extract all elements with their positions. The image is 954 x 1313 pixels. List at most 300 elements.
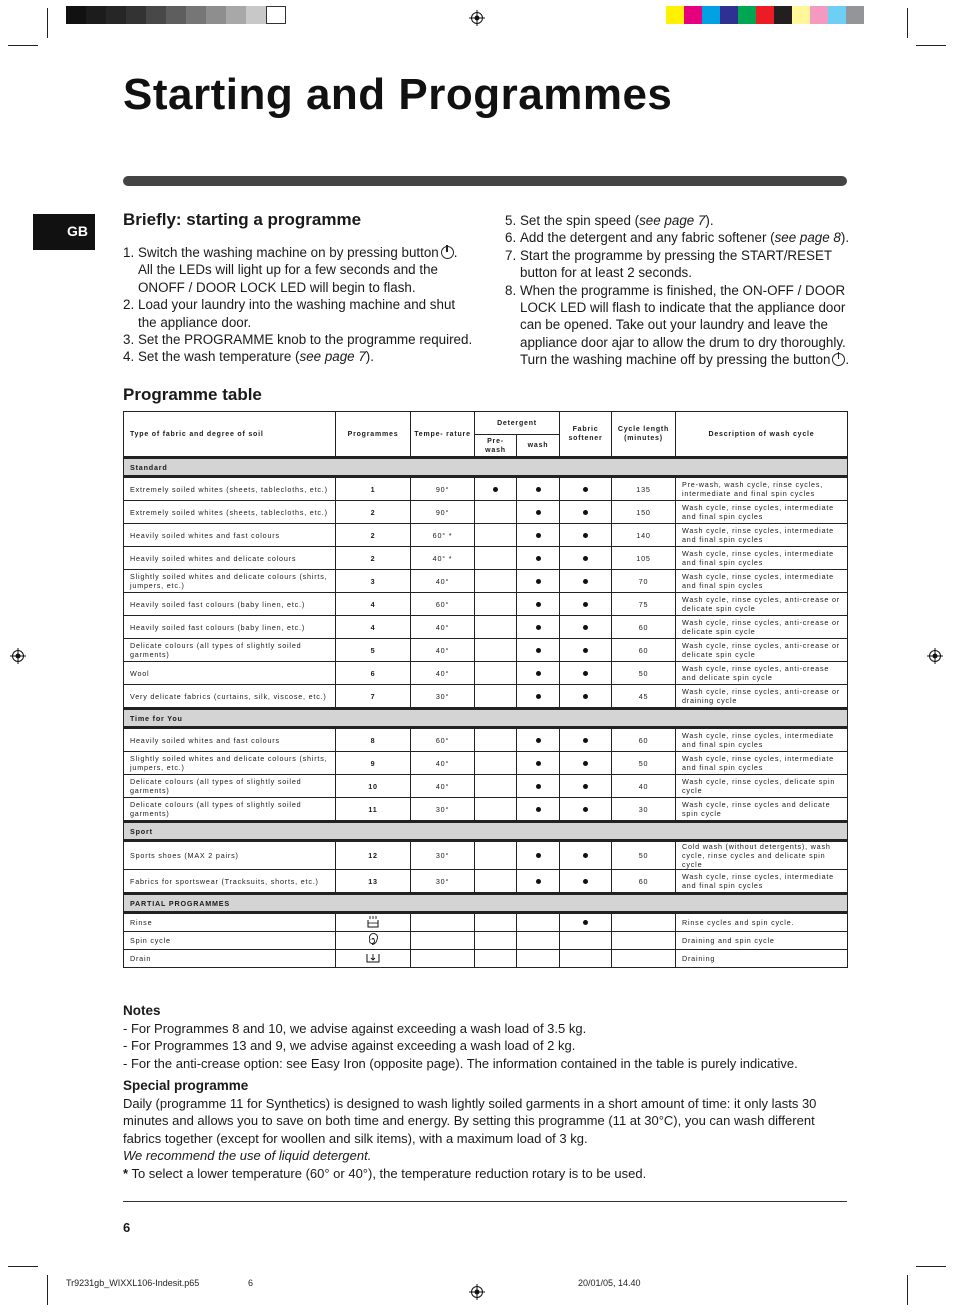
programme-number-cell: 10 (336, 775, 411, 798)
registration-mark-icon (469, 10, 485, 26)
fabric-cell: Slightly soiled whites and delicate colours (shirts, jumpers, etc.) (124, 570, 336, 593)
fabric-cell: Heavily soiled fast colours (baby linen, etc.) (124, 593, 336, 616)
indicator-cell (475, 616, 517, 639)
drain-icon (366, 957, 380, 966)
programme-number-cell: 4 (336, 616, 411, 639)
col-header-programmes: Programmes (336, 412, 411, 458)
indicator-cell (560, 950, 612, 968)
programme-number-cell: 8 (336, 728, 411, 752)
cycle-length-cell: 50 (612, 662, 676, 685)
temperature-cell: 30° (411, 870, 475, 894)
fabric-cell: Fabrics for sportswear (Tracksuits, shorts, etc.) (124, 870, 336, 894)
crop-mark (8, 45, 38, 46)
note-item: - For Programmes 8 and 10, we advise against exceeding a wash load of 3.5 kg. (123, 1020, 587, 1036)
programme-icon-cell (336, 932, 411, 950)
note-item: - For the anti-crease option: see Easy Iron (opposite page). The information contained in the table is purely indicative. (123, 1055, 798, 1071)
fabric-cell: Spin cycle (124, 932, 336, 950)
cycle-length-cell: 50 (612, 752, 676, 775)
temperature-cell: 40° (411, 639, 475, 662)
description-cell: Wash cycle, rinse cycles, intermediate and final spin cycles (676, 524, 848, 547)
bullet-dot-icon (583, 556, 588, 561)
slug-page: 6 (248, 1278, 254, 1288)
fabric-cell: Drain (124, 950, 336, 968)
bullet-dot-icon (583, 625, 588, 630)
cycle-length-cell: 75 (612, 593, 676, 616)
steps-list-right (505, 212, 850, 369)
table-row (124, 501, 848, 524)
step-text (520, 282, 850, 369)
fabric-cell: Sports shoes (MAX 2 pairs) (124, 841, 336, 870)
page-title: Starting and Programmes (123, 70, 673, 119)
bullet-dot-icon (536, 671, 541, 676)
indicator-cell (517, 524, 560, 547)
indicator-cell (475, 639, 517, 662)
title-divider-bar (123, 176, 847, 186)
indicator-cell (517, 932, 560, 950)
rinse-icon (366, 921, 380, 930)
cycle-length-cell (612, 950, 676, 968)
temperature-cell (411, 913, 475, 932)
temperature-cell (411, 950, 475, 968)
bullet-dot-icon (493, 487, 498, 492)
cycle-length-cell: 60 (612, 728, 676, 752)
programme-number-cell: 1 (336, 477, 411, 501)
special-programme-heading: Special programme (123, 1078, 249, 1093)
fabric-cell: Extremely soiled whites (sheets, tablecloths, etc.) (124, 477, 336, 501)
briefly-right-column (505, 212, 850, 369)
indicator-cell (517, 913, 560, 932)
step-text-main: Add the detergent and any fabric softener ( (520, 230, 775, 246)
indicator-cell (517, 728, 560, 752)
special-programme-block (123, 1077, 847, 1182)
step-number: 7. (505, 247, 517, 263)
indicator-cell (517, 798, 560, 822)
programme-number-cell: 11 (336, 798, 411, 822)
section-title: Sport (124, 822, 848, 841)
step-text-main: Switch the washing machine on by pressing button (138, 245, 439, 260)
description-cell: Rinse cycles and spin cycle. (676, 913, 848, 932)
step-text-main: Start the programme by pressing the START/RESET button for at least 2 seconds. (520, 247, 832, 281)
indicator-cell (475, 870, 517, 894)
indicator-cell (560, 728, 612, 752)
step-page-ref: see page 7 (639, 213, 706, 228)
bullet-dot-icon (536, 533, 541, 538)
indicator-cell (517, 547, 560, 570)
section-title: PARTIAL PROGRAMMES (124, 894, 848, 913)
bullet-dot-icon (583, 510, 588, 515)
registration-mark-icon (10, 648, 26, 664)
programme-number-cell: 3 (336, 570, 411, 593)
step-text (138, 348, 374, 365)
indicator-cell (517, 662, 560, 685)
power-button-icon (832, 353, 845, 366)
indicator-cell (475, 950, 517, 968)
step-text-main: Set the PROGRAMME knob to the programme required. (138, 332, 473, 348)
bullet-dot-icon (583, 879, 588, 884)
registration-mark-icon (469, 1284, 485, 1300)
indicator-cell (475, 593, 517, 616)
table-row (124, 524, 848, 547)
cycle-length-cell: 140 (612, 524, 676, 547)
step-page-ref: see page 7 (299, 349, 366, 365)
bullet-dot-icon (583, 807, 588, 812)
bullet-dot-icon (536, 556, 541, 561)
indicator-cell (560, 524, 612, 547)
fabric-cell: Heavily soiled fast colours (baby linen, etc.) (124, 616, 336, 639)
step-item (505, 229, 850, 246)
table-row (124, 932, 848, 950)
indicator-cell (560, 775, 612, 798)
step-item (505, 282, 850, 369)
steps-list-left (123, 244, 473, 366)
section-row (124, 709, 848, 728)
fabric-cell: Wool (124, 662, 336, 685)
table-row (124, 593, 848, 616)
bullet-dot-icon (536, 648, 541, 653)
table-row (124, 685, 848, 709)
briefly-heading: Briefly: starting a programme (123, 210, 362, 229)
col-header-softener: Fabric softener (560, 412, 612, 458)
table-row (124, 798, 848, 822)
cycle-length-cell: 60 (612, 870, 676, 894)
programme-table-body (124, 458, 848, 968)
indicator-cell (560, 870, 612, 894)
programme-number-cell: 2 (336, 547, 411, 570)
footer-divider (123, 1201, 847, 1202)
table-row (124, 870, 848, 894)
asterisk-note-text: To select a lower temperature (60° or 40°), the temperature reduction rotary is to be used. (128, 1165, 647, 1181)
cycle-length-cell: 45 (612, 685, 676, 709)
temperature-cell: 40° (411, 752, 475, 775)
step-text (520, 247, 850, 282)
bullet-dot-icon (536, 510, 541, 515)
temperature-cell: 40° * (411, 547, 475, 570)
temperature-cell: 60° (411, 593, 475, 616)
step-number: 6. (505, 230, 517, 246)
indicator-cell (517, 685, 560, 709)
description-cell: Cold wash (without detergents), wash cycle, rinse cycles and delicate spin cycle (676, 841, 848, 870)
step-item (123, 331, 473, 348)
indicator-cell (560, 798, 612, 822)
cycle-length-cell (612, 913, 676, 932)
bullet-dot-icon (583, 853, 588, 858)
bullet-dot-icon (536, 602, 541, 607)
table-row (124, 913, 848, 932)
step-text-tail: ). (705, 213, 714, 228)
description-cell: Wash cycle, rinse cycles, anti-crease or delicate spin cycle (676, 616, 848, 639)
col-header-fabric: Type of fabric and degree of soil (124, 412, 336, 458)
indicator-cell (517, 477, 560, 501)
fabric-cell: Slightly soiled whites and delicate colours (shirts, jumpers, etc.) (124, 752, 336, 775)
cycle-length-cell: 70 (612, 570, 676, 593)
bullet-dot-icon (536, 761, 541, 766)
bullet-dot-icon (536, 853, 541, 858)
temperature-cell (411, 932, 475, 950)
step-number: 5. (505, 213, 517, 228)
color-calibration-strip (666, 6, 864, 24)
section-row (124, 894, 848, 913)
spin-icon (366, 939, 380, 948)
cycle-length-cell: 135 (612, 477, 676, 501)
fabric-cell: Delicate colours (all types of slightly soiled garments) (124, 798, 336, 822)
step-text (520, 212, 714, 229)
step-text (138, 296, 473, 331)
indicator-cell (517, 593, 560, 616)
cycle-length-cell: 105 (612, 547, 676, 570)
step-number: 4. (123, 349, 135, 365)
crop-mark (916, 45, 946, 46)
crop-mark (916, 1266, 946, 1267)
table-row (124, 841, 848, 870)
temperature-cell: 90° (411, 501, 475, 524)
cycle-length-cell: 150 (612, 501, 676, 524)
indicator-cell (560, 913, 612, 932)
indicator-cell (475, 728, 517, 752)
crop-mark (907, 1275, 908, 1305)
temperature-cell: 40° (411, 616, 475, 639)
indicator-cell (560, 477, 612, 501)
temperature-cell: 30° (411, 798, 475, 822)
col-header-cycle-length: Cycle length (minutes) (612, 412, 676, 458)
indicator-cell (475, 775, 517, 798)
bullet-dot-icon (536, 879, 541, 884)
step-text-main: Load your laundry into the washing machine and shut the appliance door. (138, 297, 456, 330)
programme-number-cell: 2 (336, 501, 411, 524)
bullet-dot-icon (536, 579, 541, 584)
bullet-dot-icon (536, 784, 541, 789)
bullet-dot-icon (536, 694, 541, 699)
description-cell: Wash cycle, rinse cycles, anti-crease or delicate spin cycle (676, 593, 848, 616)
bullet-dot-icon (536, 738, 541, 743)
power-button-icon (441, 246, 454, 259)
temperature-cell: 60° * (411, 524, 475, 547)
indicator-cell (475, 841, 517, 870)
bullet-dot-icon (583, 533, 588, 538)
programme-number-cell: 6 (336, 662, 411, 685)
indicator-cell (560, 932, 612, 950)
indicator-cell (560, 593, 612, 616)
notes-block (123, 1002, 847, 1072)
crop-mark (907, 8, 908, 38)
indicator-cell (560, 570, 612, 593)
bullet-dot-icon (536, 487, 541, 492)
bullet-dot-icon (583, 602, 588, 607)
slug-date: 20/01/05, 14.40 (578, 1278, 641, 1288)
indicator-cell (475, 477, 517, 501)
indicator-cell (560, 616, 612, 639)
step-text-main: When the programme is finished, the ON-OFF / DOOR LOCK LED will flash to indicate that the appliance door can be opened. Take out your laundry and leave the appliance door ajar to allow the drum to dry thoroughly. Turn the washing machine off by pressing the button (520, 282, 846, 368)
cycle-length-cell: 60 (612, 616, 676, 639)
fabric-cell: Extremely soiled whites (sheets, tablecloths, etc.) (124, 501, 336, 524)
description-cell: Pre-wash, wash cycle, rinse cycles, intermediate and final spin cycles (676, 477, 848, 501)
indicator-cell (475, 662, 517, 685)
table-row (124, 616, 848, 639)
table-row (124, 752, 848, 775)
indicator-cell (560, 639, 612, 662)
bullet-dot-icon (583, 579, 588, 584)
table-row (124, 775, 848, 798)
table-row (124, 728, 848, 752)
temperature-cell: 40° (411, 775, 475, 798)
programme-icon-cell (336, 913, 411, 932)
indicator-cell (560, 752, 612, 775)
description-cell: Wash cycle, rinse cycles, anti-crease and delicate spin cycle (676, 662, 848, 685)
description-cell: Wash cycle, rinse cycles, intermediate and final spin cycles (676, 870, 848, 894)
temperature-cell: 40° (411, 662, 475, 685)
indicator-cell (475, 685, 517, 709)
cycle-length-cell: 50 (612, 841, 676, 870)
bullet-dot-icon (583, 784, 588, 789)
programme-number-cell: 2 (336, 524, 411, 547)
bullet-dot-icon (536, 625, 541, 630)
indicator-cell (475, 932, 517, 950)
cycle-length-cell (612, 932, 676, 950)
table-row (124, 639, 848, 662)
indicator-cell (475, 913, 517, 932)
indicator-cell (560, 547, 612, 570)
step-text-main: Set the spin speed ( (520, 213, 640, 228)
indicator-cell (560, 662, 612, 685)
indicator-cell (560, 841, 612, 870)
temperature-cell: 30° (411, 841, 475, 870)
step-text-main: Set the wash temperature ( (138, 349, 300, 365)
page-number: 6 (123, 1220, 131, 1235)
indicator-cell (475, 570, 517, 593)
table-row (124, 662, 848, 685)
slug-filename: Tr9231gb_WIXXL106-Indesit.p65 (66, 1278, 200, 1288)
cycle-length-cell: 30 (612, 798, 676, 822)
bullet-dot-icon (583, 694, 588, 699)
section-title: Standard (124, 458, 848, 477)
step-text-tail: . All the LEDs will light up for a few seconds and the ONOFF / DOOR LOCK LED will begin to flash. (138, 245, 458, 295)
table-row (124, 570, 848, 593)
indicator-cell (517, 870, 560, 894)
fabric-cell: Very delicate fabrics (curtains, silk, viscose, etc.) (124, 685, 336, 709)
temperature-cell: 30° (411, 685, 475, 709)
programme-table-heading: Programme table (123, 385, 262, 404)
programme-number-cell: 13 (336, 870, 411, 894)
step-number: 8. (505, 282, 517, 298)
programme-number-cell: 12 (336, 841, 411, 870)
note-item: - For Programmes 13 and 9, we advise against exceeding a wash load of 2 kg. (123, 1038, 576, 1053)
indicator-cell (517, 841, 560, 870)
step-number: 3. (123, 332, 135, 348)
bullet-dot-icon (583, 487, 588, 492)
description-cell: Wash cycle, rinse cycles, anti-crease or draining cycle (676, 685, 848, 709)
indicator-cell (517, 775, 560, 798)
col-header-prewash: Pre- wash (475, 435, 517, 458)
fabric-cell: Heavily soiled whites and fast colours (124, 728, 336, 752)
temperature-cell: 60° (411, 728, 475, 752)
indicator-cell (517, 501, 560, 524)
table-row (124, 477, 848, 501)
registration-mark-icon (927, 648, 943, 664)
special-programme-body: Daily (programme 11 for Synthetics) is designed to wash lightly soiled garments in a short amount of time: it only lasts 30 minutes and allows you to save on both time and energy. By setting this programme (11 at 30°C), you can wash different fabrics together (except for woollen and silk items), with a maximum load of 3 kg. (123, 1095, 817, 1146)
indicator-cell (517, 570, 560, 593)
step-item (505, 212, 850, 229)
step-text (520, 229, 849, 246)
step-number: 2. (123, 297, 135, 313)
programme-number-cell: 9 (336, 752, 411, 775)
col-header-detergent: Detergent (475, 412, 560, 435)
col-header-wash: wash (517, 435, 560, 458)
temperature-cell: 90° (411, 477, 475, 501)
description-cell: Draining (676, 950, 848, 968)
indicator-cell (475, 752, 517, 775)
fabric-cell: Heavily soiled whites and delicate colours (124, 547, 336, 570)
step-text-tail: . (845, 352, 850, 368)
section-row (124, 458, 848, 477)
step-text-tail: ). (840, 230, 850, 246)
programme-icon-cell (336, 950, 411, 968)
section-title: Time for You (124, 709, 848, 728)
crop-mark (47, 1275, 48, 1305)
programme-number-cell: 5 (336, 639, 411, 662)
indicator-cell (475, 547, 517, 570)
grey-calibration-strip (66, 6, 286, 24)
indicator-cell (517, 950, 560, 968)
description-cell: Wash cycle, rinse cycles, anti-crease or delicate spin cycle (676, 639, 848, 662)
programme-table (123, 411, 848, 968)
indicator-cell (475, 524, 517, 547)
programme-number-cell: 7 (336, 685, 411, 709)
bullet-dot-icon (583, 671, 588, 676)
programme-number-cell: 4 (336, 593, 411, 616)
cycle-length-cell: 60 (612, 639, 676, 662)
description-cell: Wash cycle, rinse cycles, delicate spin cycle (676, 775, 848, 798)
fabric-cell: Delicate colours (all types of slightly soiled garments) (124, 775, 336, 798)
asterisk-note (123, 1165, 847, 1183)
cycle-length-cell: 40 (612, 775, 676, 798)
col-header-temperature: Tempe- rature (411, 412, 475, 458)
bullet-dot-icon (583, 761, 588, 766)
description-cell: Draining and spin cycle (676, 932, 848, 950)
step-text (138, 331, 472, 348)
bullet-dot-icon (536, 807, 541, 812)
step-item (123, 296, 473, 331)
special-programme-italic-note: We recommend the use of liquid detergent. (123, 1148, 372, 1163)
indicator-cell (560, 501, 612, 524)
fabric-cell: Heavily soiled whites and fast colours (124, 524, 336, 547)
table-row (124, 547, 848, 570)
col-header-description: Description of wash cycle (676, 412, 848, 458)
bullet-dot-icon (583, 920, 588, 925)
bullet-dot-icon (583, 648, 588, 653)
description-cell: Wash cycle, rinse cycles, intermediate and final spin cycles (676, 752, 848, 775)
description-cell: Wash cycle, rinse cycles, intermediate and final spin cycles (676, 501, 848, 524)
asterisk-mark: * (123, 1165, 129, 1181)
step-item (505, 247, 850, 282)
section-row (124, 822, 848, 841)
crop-mark (8, 1266, 38, 1267)
description-cell: Wash cycle, rinse cycles, intermediate and final spin cycles (676, 728, 848, 752)
step-page-ref: see page 8 (774, 230, 841, 246)
indicator-cell (517, 752, 560, 775)
step-number: 1. (123, 245, 135, 260)
step-item (123, 244, 473, 296)
temperature-cell: 40° (411, 570, 475, 593)
indicator-cell (560, 685, 612, 709)
table-row (124, 950, 848, 968)
fabric-cell: Rinse (124, 913, 336, 932)
fabric-cell: Delicate colours (all types of slightly soiled garments) (124, 639, 336, 662)
step-text (138, 244, 473, 296)
bullet-dot-icon (583, 738, 588, 743)
description-cell: Wash cycle, rinse cycles, intermediate and final spin cycles (676, 547, 848, 570)
step-text-tail: ). (365, 349, 374, 365)
description-cell: Wash cycle, rinse cycles and delicate spin cycle (676, 798, 848, 822)
indicator-cell (517, 639, 560, 662)
